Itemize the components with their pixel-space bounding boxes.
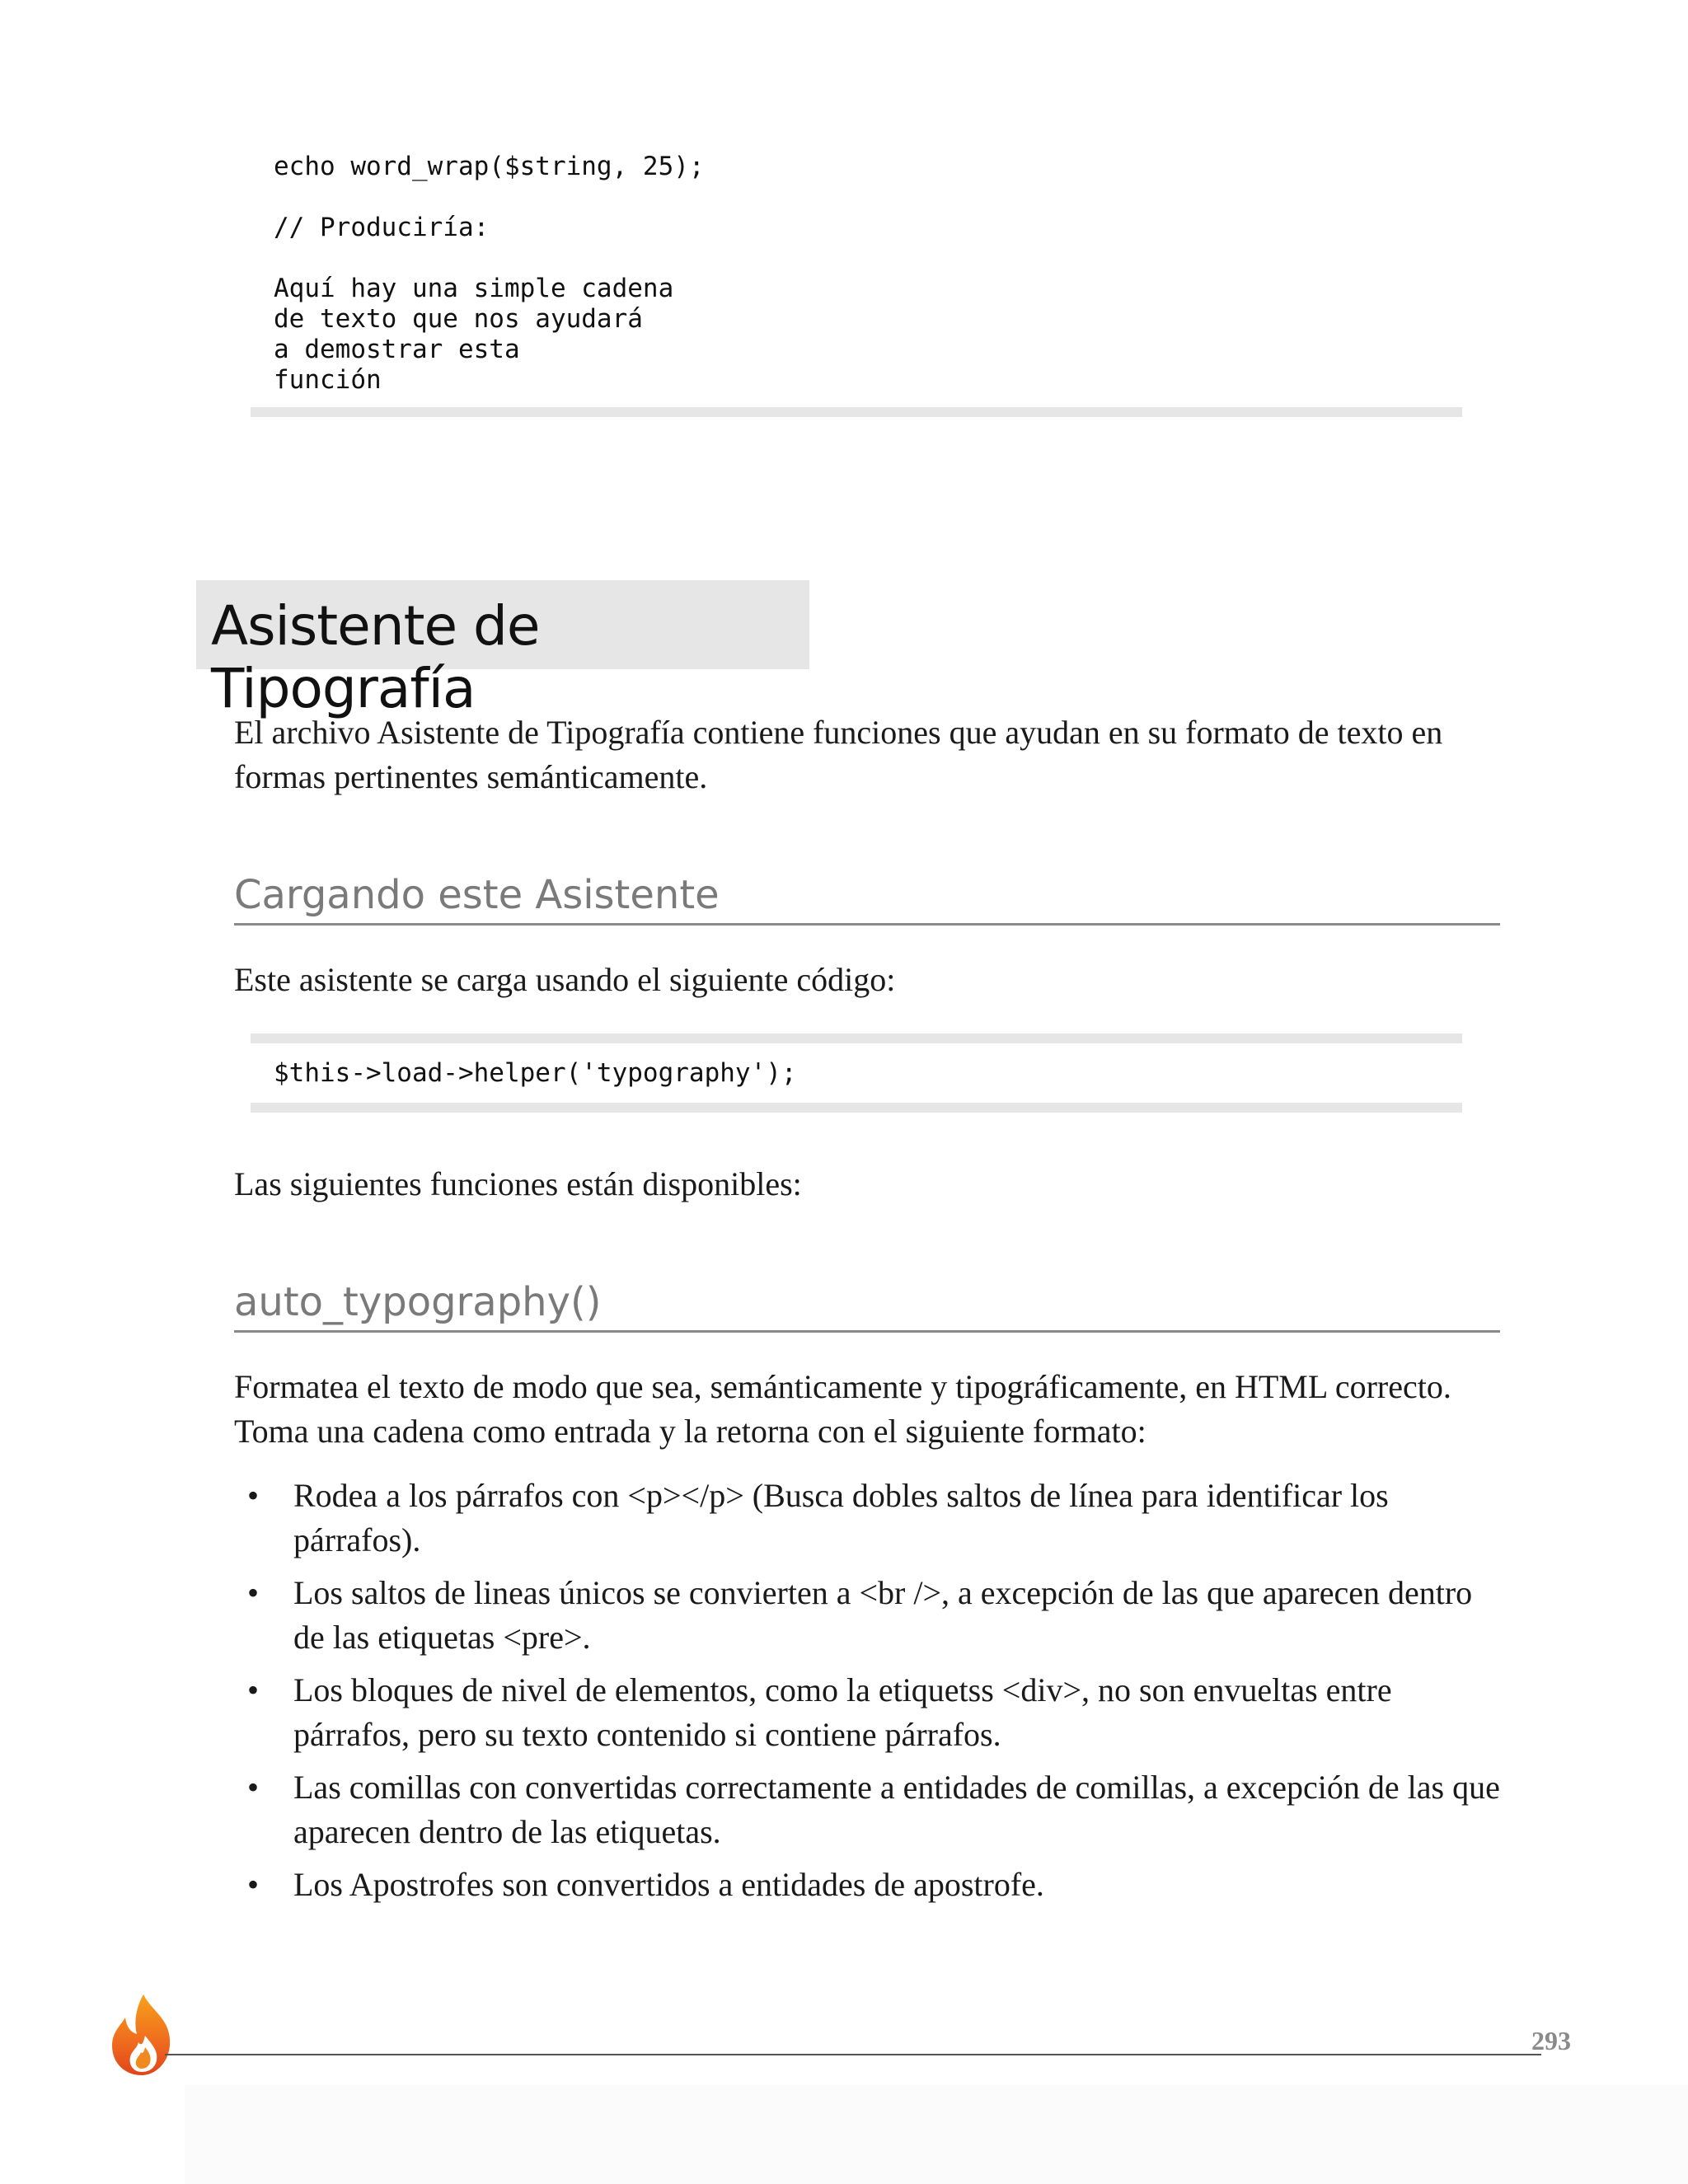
list-item: • Las comillas con convertidas correctamente a entidades de comillas, a excepción de las que aparecen dentro de las etiquetas. — [234, 1765, 1503, 1854]
code-block-bottom-rule — [251, 1103, 1462, 1113]
code-line: Aquí hay una simple cadena — [274, 274, 674, 303]
auto-typography-description: Formatea el texto de modo que sea, semánticamente y tipográficamente, en HTML correcto. Toma una cadena como entrada y la retorna con el siguiente formato: — [234, 1368, 1451, 1450]
code-line: echo word_wrap($string, 25); — [274, 152, 705, 181]
bullet-icon: • — [247, 1769, 260, 1806]
list-item: • Rodea a los párrafos con <p></p> (Busca dobles saltos de línea para identificar los párrafos). — [234, 1474, 1503, 1563]
footer-rule — [165, 2054, 1541, 2055]
auto-typography-subheading — [234, 1281, 1500, 1333]
functions-available-text: Las siguientes funciones están disponibles: — [234, 1165, 802, 1202]
loading-heading: Cargando este Asistente — [234, 872, 720, 918]
list-item: • Los Apostrofes son convertidos a entidades de apostrofe. — [234, 1863, 1503, 1907]
list-item: • Los bloques de nivel de elementos, como la etiquetss <div>, no son envueltas entre párrafos, pero su texto contenido si contiene párrafos. — [234, 1668, 1503, 1757]
code-line: de texto que nos ayudará — [274, 304, 643, 334]
code-line: // Produciría: — [274, 213, 490, 242]
code-block-top-rule — [251, 1033, 1462, 1043]
section-intro: El archivo Asistente de Tipografía contiene funciones que ayudan en su formato de texto en formas pertinentes semánticamente. — [234, 714, 1443, 795]
code-block-bottom-rule — [251, 407, 1462, 417]
code-line: a demostrar esta — [274, 335, 520, 364]
code-line: función — [274, 365, 382, 395]
section-title: Asistente de Tipografía — [211, 594, 540, 720]
auto-typography-heading: auto_typography() — [234, 1279, 602, 1325]
code-example-block — [274, 152, 705, 396]
load-helper-code: $this->load->helper('typography'); — [274, 1058, 797, 1088]
format-rules-list — [234, 1474, 1503, 1915]
flame-logo-icon — [104, 1993, 183, 2079]
bullet-icon: • — [247, 1477, 260, 1514]
section-heading-box — [196, 580, 809, 720]
loading-subheading — [234, 874, 1500, 926]
footer-shade — [185, 2085, 1688, 2184]
bullet-icon: • — [247, 1671, 260, 1708]
page-number: 293 — [1531, 2026, 1571, 2055]
bullet-icon: • — [247, 1866, 260, 1903]
bullet-icon: • — [247, 1574, 260, 1611]
loading-text: Este asistente se carga usando el siguiente código: — [234, 961, 896, 998]
list-item: • Los saltos de lineas únicos se convierten a <br />, a excepción de las que aparecen dentro de las etiquetas <pre>. — [234, 1571, 1503, 1660]
